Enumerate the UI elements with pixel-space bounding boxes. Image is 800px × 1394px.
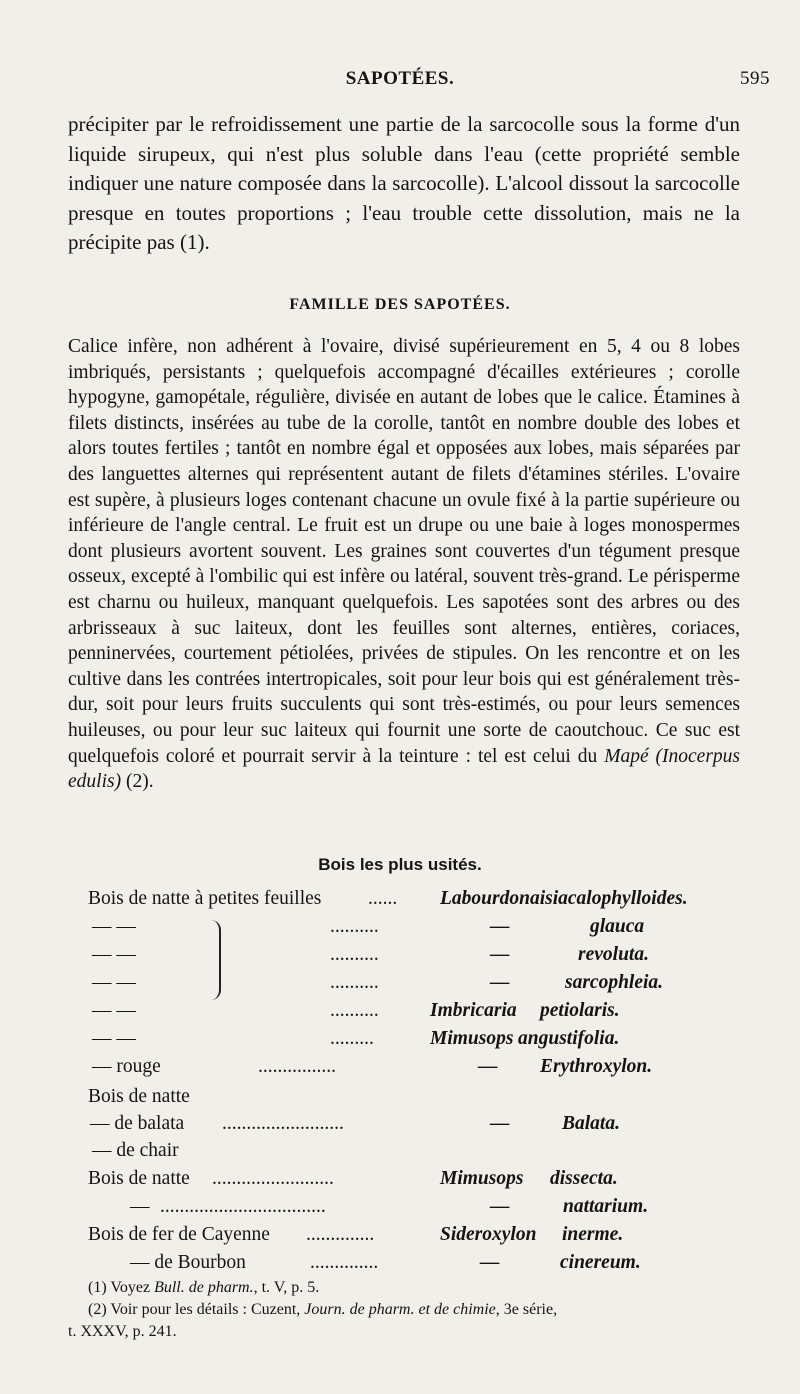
running-title: SAPOTÉES. xyxy=(345,68,455,89)
leader-dots: ......................... xyxy=(222,1113,344,1134)
genus: — xyxy=(490,944,510,965)
list-row xyxy=(0,972,800,1000)
leader-dots: .............. xyxy=(306,1224,375,1245)
common-name: Bois de natte xyxy=(88,1086,190,1107)
wood-list-heading: Bois les plus usités. xyxy=(318,855,482,874)
footnote-source: Bull. de pharm. xyxy=(154,1279,254,1296)
footnote-continuation xyxy=(68,1322,177,1342)
common-name: — de chair xyxy=(92,1140,179,1161)
page-header xyxy=(0,68,800,96)
leader-dots: .......... xyxy=(330,1000,379,1021)
common-name: — — xyxy=(92,1000,136,1021)
common-name: Bois de natte à petites feuilles xyxy=(88,888,322,909)
footnote-mark: (1) xyxy=(88,1279,107,1296)
list-row xyxy=(0,916,800,944)
example-footnote-ref: (2). xyxy=(121,771,154,793)
leader-dots: ................ xyxy=(258,1056,336,1077)
leader-dots: .......... xyxy=(330,972,379,993)
intro-text: précipiter par le refroidissement une partie de la sarcocolle sous la forme d'un liquide sirupeux, qui n'est plus soluble dans l'eau (cette propriété semble indiquer une nature composée dans la sarcocolle). L'alcool dissout la sarcocolle presque en toutes proportions ; l'eau trouble cette dissolution, mais ne la précipite pas (1). xyxy=(68,112,740,254)
common-name: — — xyxy=(92,916,136,937)
section-heading: FAMILLE DES SAPOTÉES. xyxy=(289,296,511,313)
genus: — xyxy=(490,1113,510,1134)
common-name: — rouge xyxy=(92,1056,161,1077)
genus: Imbricaria xyxy=(430,1000,517,1021)
footnote xyxy=(88,1278,319,1298)
species: cinereum. xyxy=(560,1252,641,1273)
species: revoluta. xyxy=(578,944,649,965)
list-row xyxy=(0,1140,800,1168)
list-row xyxy=(0,1196,800,1224)
list-row xyxy=(0,1000,800,1028)
family-body-text: Calice infère, non adhérent à l'ovaire, divisé supérieurement en 5, 4 ou 8 lobes imbriqués, persistants ; quelquefois accompagné d'écailles extérieures ; corolle hypogyne, gamopétale, régulière, divisée en autant de lobes que le calice. Étamines à filets distincts, insérées au tube de la corolle, tantôt en nombre double des lobes et alors toutes fertiles ; tantôt en nombre égal et opposées aux lobes, mais séparées par des languettes alternes qui représentent autant de filets d'étamines stériles. L'ovaire est supère, à plusieurs loges contenant chacune un ovule fixé à la partie supérieure ou inférieure de l'angle central. Le fruit est un drupe ou une baie à loges monospermes dont plusieurs avortent souvent. Les graines sont couvertes d'un tégument presque osseux, excepté à l'ombilic qui est infère ou latéral, souvent très-grand. Le périsperme est charnu ou huileux, manquant quelquefois. Les sapotées sont des arbres ou des arbrisseaux à suc laiteux, dont les feuilles sont alternes, entières, coriaces, penninervées, courtement pétiolées, privées de stipules. On les rencontre et on les cultive dans les contrées intertropicales, soit pour leur bois qui est généralement très-dur, soit pour leurs fruits succulents qui sont très-estimés, ou pour leurs semences huileuses, ou pour leur suc laiteux qui fournit une sorte de caoutchouc. Ce suc est quelquefois coloré et pourrait servir à la teinture : tel est celui du xyxy=(68,336,740,767)
leader-dots: .............. xyxy=(310,1252,379,1273)
common-name: Bois de fer de Cayenne xyxy=(88,1224,270,1245)
genus: Mimusops xyxy=(430,1028,514,1049)
list-row xyxy=(0,1168,800,1196)
footnote-mark: (2) xyxy=(88,1301,107,1318)
species: angustifolia. xyxy=(518,1028,620,1049)
family-description xyxy=(68,334,740,795)
genus: Labourdonaisia xyxy=(440,888,568,909)
list-row xyxy=(0,1252,800,1280)
list-row xyxy=(0,1056,800,1084)
genus: Sideroxylon xyxy=(440,1224,537,1245)
leader-dots: ......... xyxy=(330,1028,374,1049)
footnote xyxy=(88,1300,557,1320)
list-row xyxy=(0,1028,800,1056)
species: inerme. xyxy=(562,1224,624,1245)
genus: — xyxy=(490,916,510,937)
genus: — xyxy=(490,1196,510,1217)
common-name: — — xyxy=(92,944,136,965)
leader-dots: .......... xyxy=(330,916,379,937)
footnote-text: Voyez xyxy=(106,1279,155,1296)
list-row xyxy=(0,1224,800,1252)
footnote-rest: , t. V, p. 5. xyxy=(253,1279,320,1296)
genus: — xyxy=(490,972,510,993)
list-row xyxy=(0,1113,800,1141)
common-name: — de balata xyxy=(90,1113,185,1134)
list-row xyxy=(0,1086,800,1114)
species: Balata. xyxy=(562,1113,620,1134)
list-row xyxy=(0,888,800,916)
leader-dots: .................................. xyxy=(160,1196,326,1217)
example-species-name: Mapé (Inocerpus edulis) xyxy=(68,745,741,793)
species: Erythroxylon. xyxy=(540,1056,653,1077)
species: glauca xyxy=(590,916,645,937)
footnote-text: Voir pour les détails : Cuzent, xyxy=(106,1301,305,1318)
species: sarcophleia. xyxy=(565,972,664,993)
common-name: — — xyxy=(92,972,136,993)
species: dissecta. xyxy=(550,1168,618,1189)
leader-dots: .......... xyxy=(330,944,379,965)
footnote-text: t. XXXV, p. 241. xyxy=(68,1323,177,1340)
species: calophylloides. xyxy=(567,888,688,909)
scientific-name xyxy=(440,888,688,910)
grouping-brace xyxy=(205,920,221,1000)
page-number: 595 xyxy=(740,68,770,89)
common-name: — — xyxy=(92,1028,136,1049)
genus: Mimusops xyxy=(440,1168,524,1189)
common-name: — de Bourbon xyxy=(130,1252,246,1273)
list-row xyxy=(0,944,800,972)
genus: — xyxy=(480,1252,500,1273)
genus: — xyxy=(478,1056,498,1077)
common-name: — xyxy=(130,1196,150,1217)
family-description-text xyxy=(68,334,740,795)
species: nattarium. xyxy=(563,1196,649,1217)
intro-paragraph xyxy=(68,110,740,258)
leader-dots: ...... xyxy=(368,888,398,909)
common-name: Bois de natte xyxy=(88,1168,190,1189)
footnote-source: Journ. de pharm. et de chimie xyxy=(304,1301,496,1318)
species: petiolaris. xyxy=(540,1000,620,1021)
leader-dots: ......................... xyxy=(212,1168,334,1189)
footnote-rest: , 3e série, xyxy=(495,1301,558,1318)
